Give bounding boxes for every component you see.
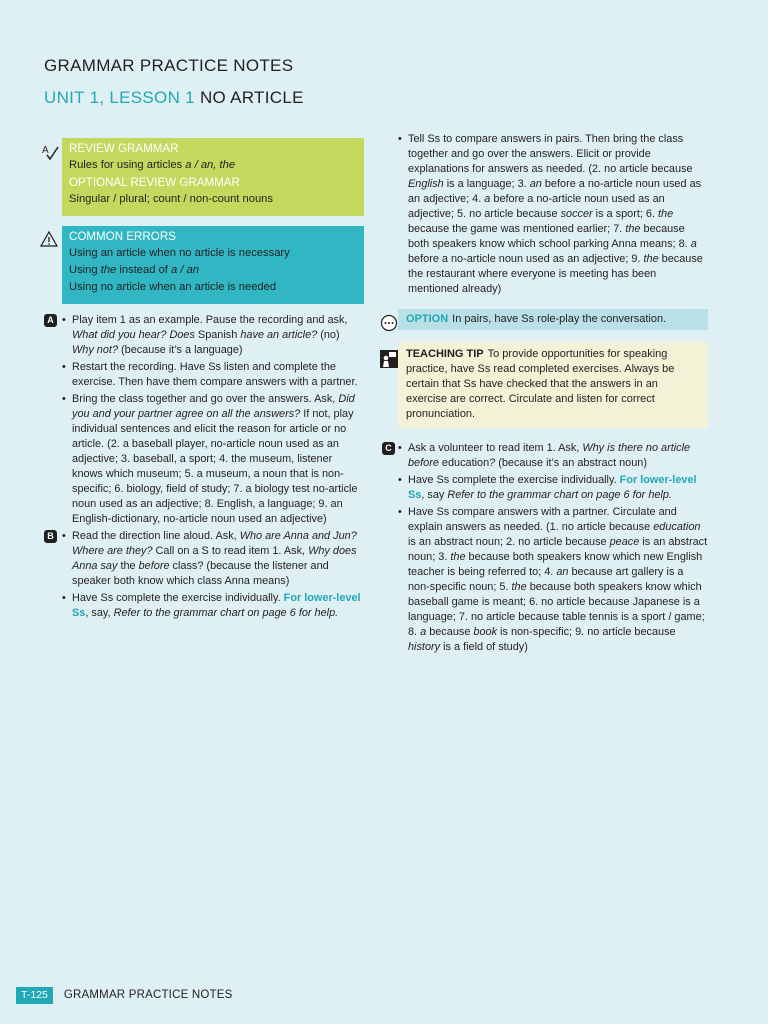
section-c-badge: C	[382, 442, 395, 455]
teaching-tip-label: TEACHING TIP	[406, 348, 484, 360]
teaching-tip-box	[398, 342, 708, 428]
review-grammar-box	[42, 138, 364, 216]
svg-text:A: A	[42, 145, 49, 156]
left-column	[42, 138, 364, 623]
unit-label: UNIT 1, LESSON 1	[44, 88, 195, 107]
option-label: OPTION	[406, 313, 449, 325]
error-item: Using an article when no article is necessary	[69, 247, 290, 259]
common-errors-box	[62, 226, 364, 304]
teaching-tip-section	[378, 342, 708, 428]
error-item: Using the instead of a / an	[69, 264, 200, 276]
page-heading: GRAMMAR PRACTICE NOTES	[44, 56, 294, 75]
option-text: In pairs, have Ss role-play the conversation.	[452, 313, 667, 325]
optional-review-rule: Singular / plural; count / non-count nouns	[69, 193, 273, 205]
error-item: Using no article when an article is needed	[69, 281, 277, 293]
section-b-badge: B	[44, 530, 57, 543]
topic-label: NO ARTICLE	[199, 88, 304, 107]
list-item: • Restart the recording. Have Ss listen and complete the exercise. Then have them compare answers with a partner.	[62, 360, 364, 390]
list-item: • Have Ss complete the exercise individually. For lower-level Ss, say, Refer to the grammar chart on page 6 for help.	[62, 591, 364, 621]
page-footer	[16, 987, 232, 1003]
speech-bubble-icon	[380, 314, 398, 332]
section-a-answers	[398, 132, 708, 297]
list-item: • Play item 1 as an example. Pause the recording and ask, What did you hear? Does Spanish have an article? (no) Why not? (because it’s a language)	[62, 313, 364, 358]
section-a-badge: A	[44, 314, 57, 327]
option-section	[378, 309, 708, 330]
list-item: • Bring the class together and go over the answers. Ask, Did you and your partner agree on all the answers? If not, play individual sentences and elicit the reason for article or no article. (2. a baseball player, no-article noun used as an adjective; 3. baseball, a sport; 4. the museum, listener knows which museum; 5. a museum, a noun that is non-specific; 6. biology, field of study; 7. a biology test no-article noun used as an adjective; 8. English, a language; 9. an English-dictionary, no-article noun used an adjective)	[62, 392, 364, 527]
spell-check-icon	[42, 143, 60, 161]
section-b	[47, 529, 364, 621]
common-errors-heading: COMMON ERRORS	[69, 230, 176, 243]
warning-triangle-icon	[40, 230, 58, 248]
review-grammar-rule: Rules for using articles a / an, the	[69, 159, 236, 171]
list-item: • Tell Ss to compare answers in pairs. Then bring the class together and go over the answers. Elicit or provide explanations for answers as needed. (2. no article because English is a language; 3. an before a no-article noun used as an adjective; 4. a before a no-article noun used as an adjective; 5. no article because soccer is a sport; 6. the because the game was mentioned earlier; 7. the because both speakers know which school parking Anna means; 8. a before a no-article noun used as an adjective; 9. the because the restaurant where everyone is meeting has been mentioned already)	[398, 132, 708, 297]
option-box	[398, 309, 708, 330]
section-a	[47, 313, 364, 527]
list-item: • Have Ss compare answers with a partner. Circulate and explain answers as needed. (1. no article because education is an abstract noun; 2. no article because peace is an abstract noun; 3. the because both speakers know which new English teacher is being referred to; 4. an because art gallery is a non-specific noun; 5. the because both speakers know which baseball game is meant; 6. no article because Japanese is a language; 7. no article because table tennis is a sport / game; 8. a because book is non-specific; 9. no article because history is a field of study)	[398, 505, 708, 655]
list-item: • Read the direction line aloud. Ask, Who are Anna and Jun? Where are they? Call on a S to read item 1. Ask, Why does Anna say the before class? (because the listener and speaker both know which class Anna means)	[62, 529, 364, 589]
lesson-heading	[44, 88, 304, 108]
review-grammar-heading: REVIEW GRAMMAR	[69, 142, 179, 155]
page-number: T-125	[16, 987, 53, 1004]
teaching-tip-text: To provide opportunities for speaking practice, have Ss read completed exercises. Always be certain that Ss have checked that the answers in an exercise are correct. Circulate and listen for correct pronunciation.	[406, 348, 675, 420]
list-item: • Ask a volunteer to read item 1. Ask, Why is there no article before education? (because it’s an abstract noun)	[398, 441, 708, 471]
section-c	[385, 441, 708, 655]
teacher-icon	[380, 350, 398, 368]
right-column	[378, 132, 708, 657]
optional-review-heading: OPTIONAL REVIEW GRAMMAR	[69, 176, 240, 189]
footer-title: GRAMMAR PRACTICE NOTES	[63, 989, 233, 1001]
list-item: • Have Ss complete the exercise individually. For lower-level Ss, say Refer to the grammar chart on page 6 for help.	[398, 473, 708, 503]
